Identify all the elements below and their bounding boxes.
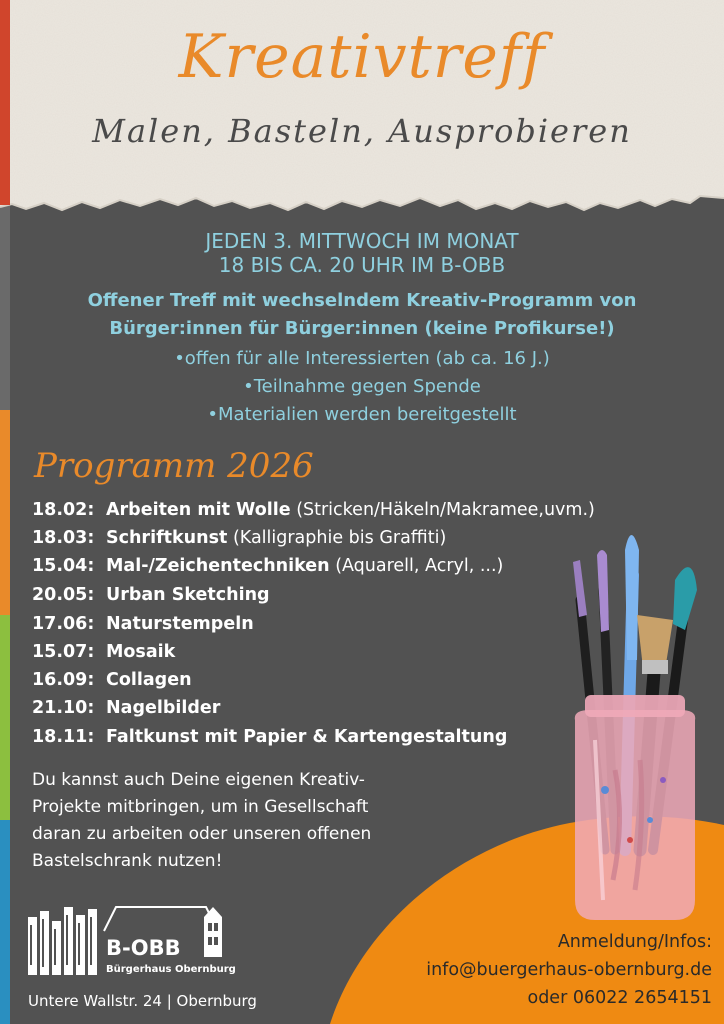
program-date: 16.09: [32,670,95,690]
program-item [32,585,270,605]
schedule-line-2: 18 BIS CA. 20 UHR IM B-OBB [218,253,506,277]
program-detail: (Kalligraphie bis Graffiti) [227,528,447,548]
program-date: 15.07: [32,642,95,662]
program-item [32,500,595,520]
intro-line-1: Offener Treff mit wechselndem Kreativ-Programm von [87,290,637,311]
intro-bullet: •Materialien werden bereitgestellt [207,404,517,425]
program-item [32,698,220,718]
program-item [32,614,254,634]
note-line: Bastelschrank nutzen! [32,851,223,871]
program-title: Collagen [106,670,192,690]
contact-heading: Anmeldung/Infos: [557,932,712,952]
contact-email[interactable]: info@buergerhaus-obernburg.de [426,960,712,980]
program-title: Mal-/Zeichentechniken [106,556,330,576]
program-heading: Programm 2026 [34,446,314,486]
program-item [32,670,192,690]
program-title: Naturstempeln [106,614,254,634]
logo-subtitle: Bürgerhaus Obernburg [106,964,236,975]
logo-name: B-OBB [106,936,181,960]
jar-with-brushes-icon [545,520,715,925]
program-detail: (Stricken/Häkeln/Makramee,uvm.) [290,500,595,520]
program-title: Mosaik [106,642,176,662]
program-title: Nagelbilder [106,698,221,718]
contact-phone[interactable]: oder 06022 2654151 [527,988,712,1008]
address: Untere Wallstr. 24 | Obernburg [28,992,257,1010]
program-item [32,528,446,548]
program-date: 21.10: [32,698,95,718]
intro-bullet: •offen für alle Interessierten (ab ca. 16 J.) [174,348,550,369]
schedule-line-1: JEDEN 3. MITTWOCH IM MONAT [205,229,519,253]
program-item [32,727,507,747]
program-date: 18.11: [32,727,95,747]
program-date: 18.02: [32,500,95,520]
program-date: 15.04: [32,556,95,576]
page-subtitle: Malen, Basteln, Ausprobieren [92,112,632,150]
program-date: 20.05: [32,585,95,605]
note-line: Projekte mitbringen, um in Gesellschaft [32,797,369,817]
program-title: Arbeiten mit Wolle [106,500,291,520]
note-line: Du kannst auch Deine eigenen Kreativ- [32,770,365,790]
page-title: Kreativtreff [178,22,546,92]
program-title: Urban Sketching [106,585,270,605]
program-detail: (Aquarell, Acryl, ...) [329,556,504,576]
program-item [32,556,503,576]
intro-line-2: Bürger:innen für Bürger:innen (keine Profikurse!) [109,318,615,339]
program-title: Faltkunst mit Papier & Kartengestaltung [106,727,508,747]
program-title: Schriftkunst [106,528,228,548]
note-line: daran zu arbeiten oder unseren offenen [32,824,372,844]
intro-bullet: •Teilnahme gegen Spende [243,376,481,397]
program-date: 18.03: [32,528,95,548]
program-date: 17.06: [32,614,95,634]
program-item [32,642,175,662]
